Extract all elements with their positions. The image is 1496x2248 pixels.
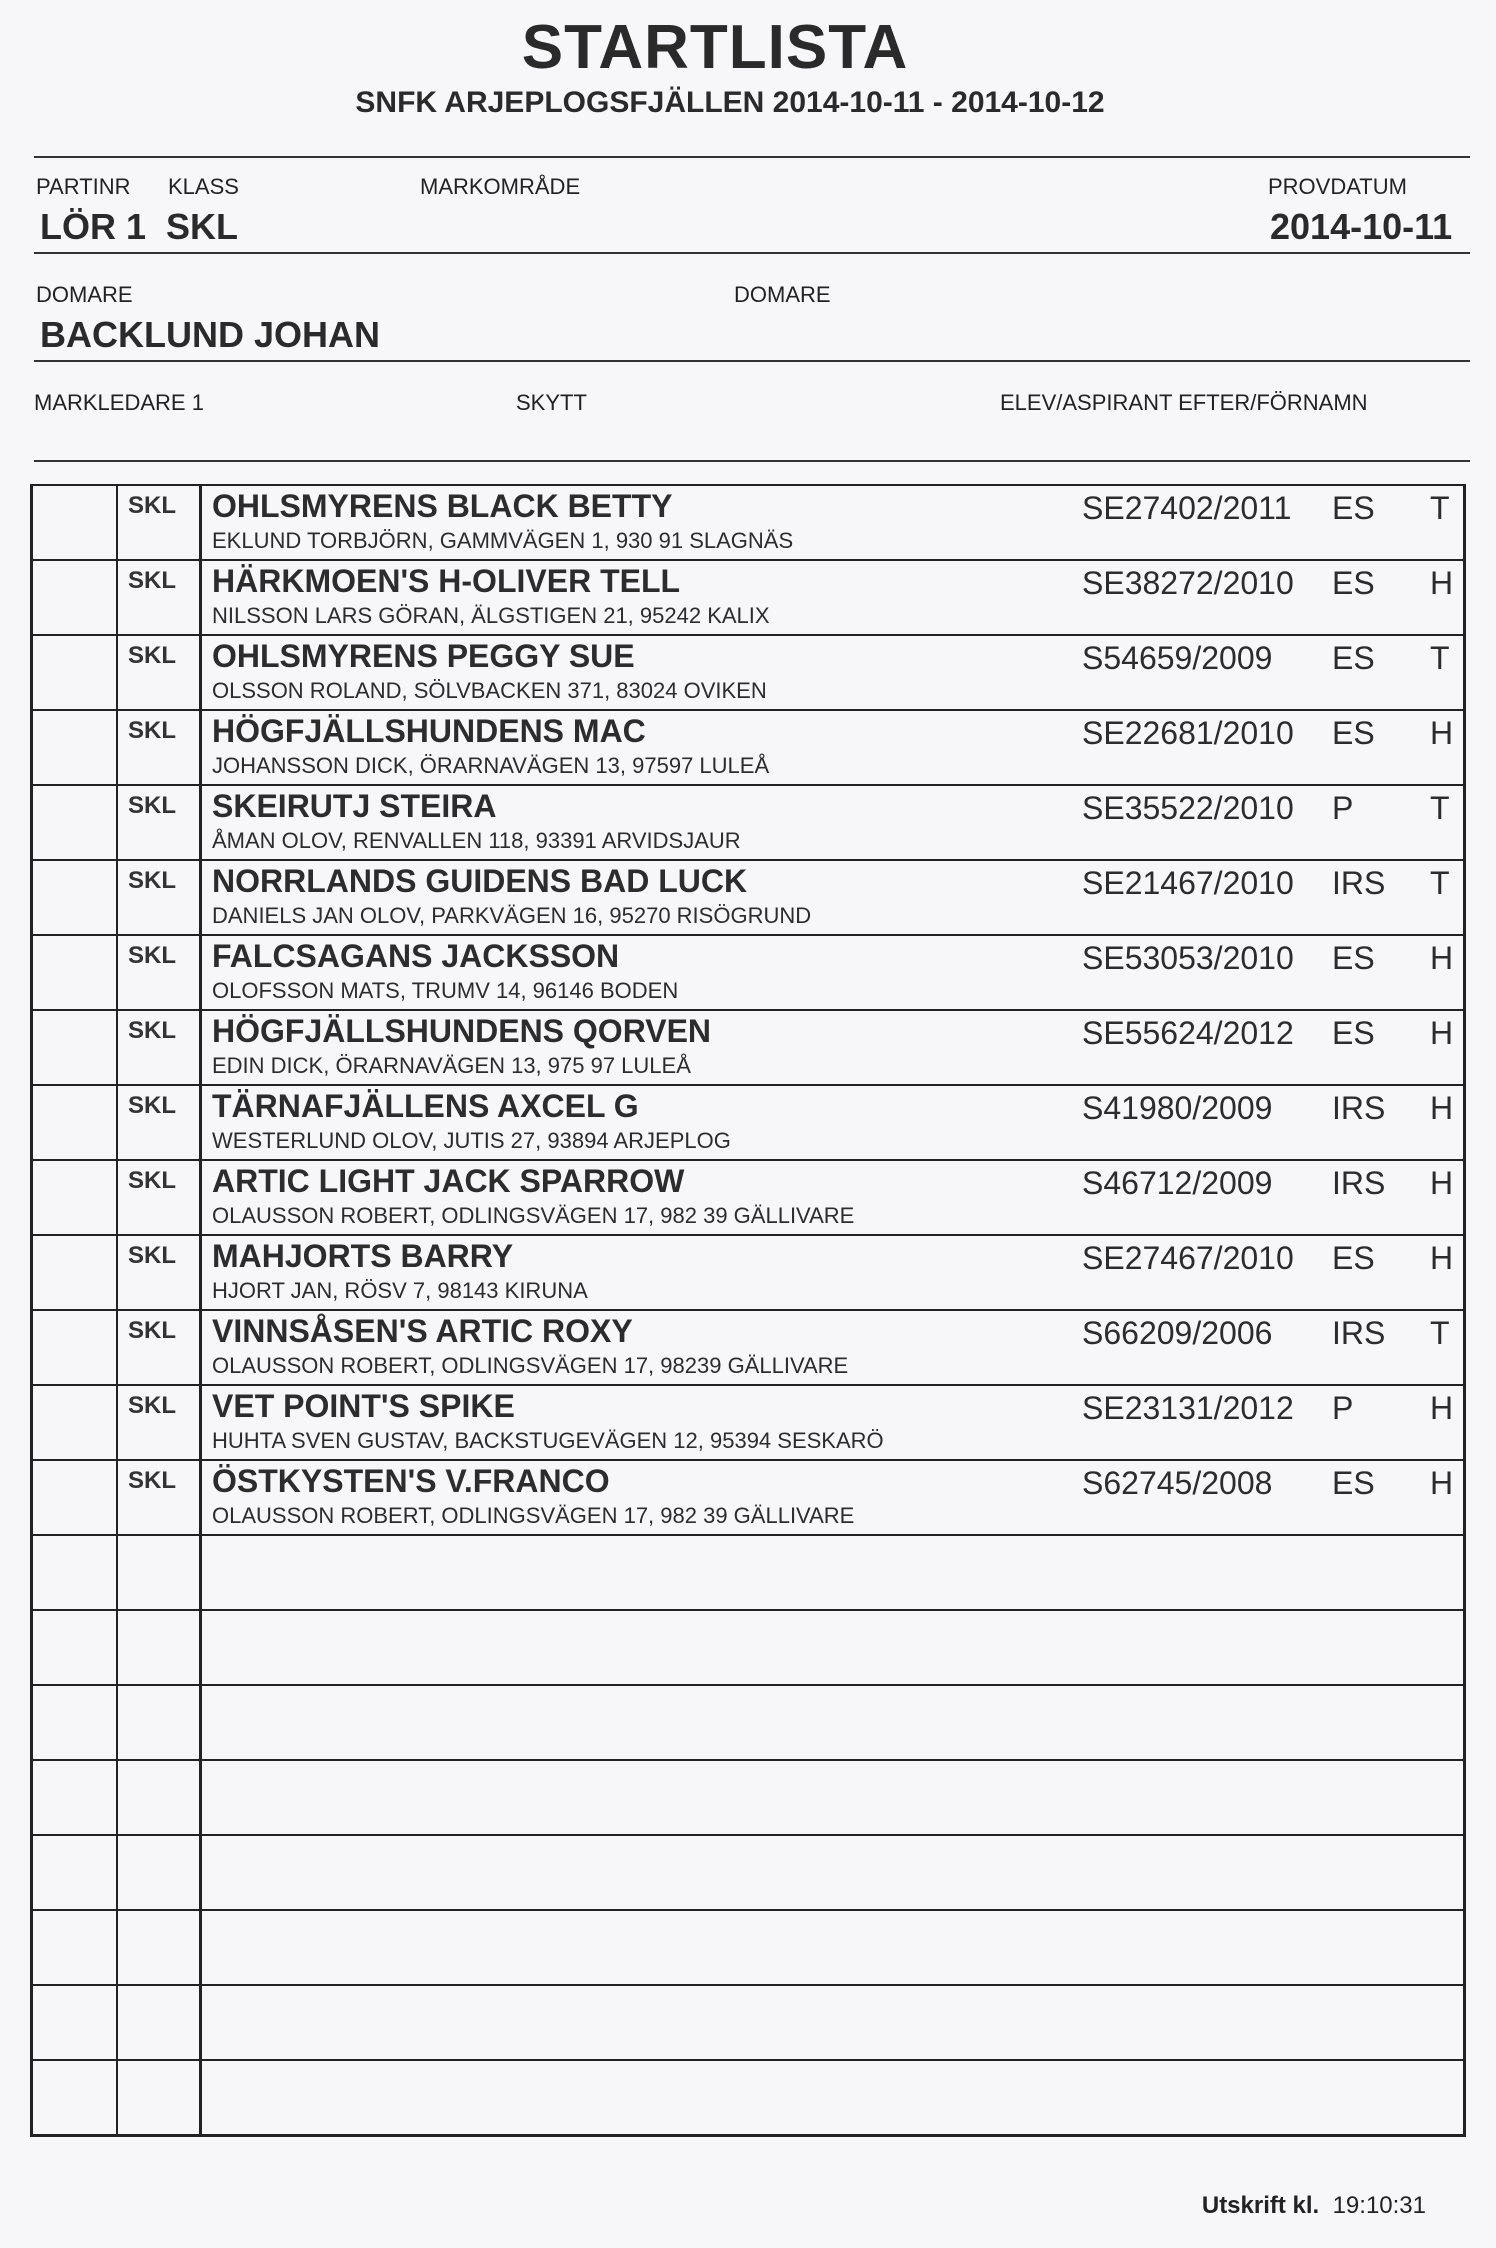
table-row (30, 559, 1466, 634)
empty-cell (202, 1686, 1466, 1759)
entry-cell (202, 1236, 1466, 1309)
sex-code: T (1430, 865, 1450, 901)
entry-cell (202, 636, 1466, 709)
empty-cell (118, 1536, 202, 1609)
entry-cell (202, 561, 1466, 634)
class-cell (118, 636, 202, 709)
empty-table-row (30, 1984, 1466, 2059)
dog-name: MAHJORTS BARRY (212, 1238, 514, 1274)
empty-cell (202, 1761, 1466, 1834)
breed-code: ES (1332, 1015, 1375, 1051)
sex-code: T (1430, 490, 1450, 526)
class-cell (118, 1386, 202, 1459)
empty-table-row (30, 1909, 1466, 1984)
entry-cell (202, 936, 1466, 1009)
class-cell (118, 861, 202, 934)
class-cell (118, 711, 202, 784)
page-title: STARTLISTA (521, 13, 909, 82)
sex-code: H (1430, 1090, 1454, 1126)
class-text: SKL (128, 1317, 176, 1344)
registration-number: SE21467/2010 (1082, 865, 1294, 901)
breed-code: ES (1332, 1465, 1375, 1501)
dog-name: FALCSAGANS JACKSSON (212, 938, 620, 974)
breed-code: ES (1332, 715, 1375, 751)
table-row (30, 1459, 1466, 1534)
entry-cell (202, 1386, 1466, 1459)
divider (34, 156, 1470, 158)
entry-cell (202, 1011, 1466, 1084)
empty-cell (30, 1086, 118, 1159)
empty-cell (30, 636, 118, 709)
dog-name: VINNSÅSEN'S ARTIC ROXY (212, 1313, 633, 1349)
divider (34, 360, 1470, 362)
empty-cell (30, 861, 118, 934)
class-cell (118, 1161, 202, 1234)
class-cell (118, 1086, 202, 1159)
entry-cell (202, 486, 1466, 559)
table-row (30, 1234, 1466, 1309)
domare-label-1: DOMARE (36, 282, 133, 307)
sex-code: H (1430, 1165, 1454, 1201)
sex-code: H (1430, 565, 1454, 601)
empty-cell (30, 1311, 118, 1384)
dog-name: HÖGFJÄLLSHUNDENS QORVEN (212, 1013, 712, 1049)
class-text: SKL (128, 1167, 176, 1194)
registration-number: SE22681/2010 (1082, 715, 1294, 751)
table-row (30, 709, 1466, 784)
empty-cell (30, 1686, 118, 1759)
table-row (30, 1309, 1466, 1384)
empty-cell (202, 1611, 1466, 1684)
empty-cell (118, 1836, 202, 1909)
breed-code: P (1332, 790, 1354, 826)
empty-cell (30, 1536, 118, 1609)
owner-info: EDIN DICK, ÖRARNAVÄGEN 13, 975 97 LULEÅ (212, 1053, 691, 1078)
owner-info: HJORT JAN, RÖSV 7, 98143 KIRUNA (212, 1278, 588, 1303)
empty-cell (30, 1461, 118, 1534)
class-text: SKL (128, 942, 176, 969)
print-time-label: Utskrift kl. (1201, 2192, 1320, 2219)
class-cell (118, 1461, 202, 1534)
domare-label-2: DOMARE (734, 282, 831, 307)
sex-code: H (1430, 1240, 1454, 1276)
empty-cell (30, 1011, 118, 1084)
entry-cell (202, 1086, 1466, 1159)
empty-cell (30, 1386, 118, 1459)
registration-number: SE53053/2010 (1082, 940, 1294, 976)
entry-cell (202, 1461, 1466, 1534)
breed-code: P (1332, 1390, 1354, 1426)
owner-info: EKLUND TORBJÖRN, GAMMVÄGEN 1, 930 91 SLAGNÄS (212, 528, 794, 553)
empty-cell (118, 2061, 202, 2134)
empty-cell (30, 936, 118, 1009)
entry-cell (202, 711, 1466, 784)
empty-cell (30, 1161, 118, 1234)
class-cell (118, 1236, 202, 1309)
class-cell (118, 561, 202, 634)
breed-code: ES (1332, 640, 1375, 676)
sex-code: H (1430, 1465, 1454, 1501)
empty-table-row (30, 1759, 1466, 1834)
table-row (30, 859, 1466, 934)
empty-cell (30, 1911, 118, 1984)
dog-name: TÄRNAFJÄLLENS AXCEL G (212, 1088, 639, 1124)
empty-cell (202, 1836, 1466, 1909)
entry-cell (202, 1311, 1466, 1384)
empty-cell (202, 1986, 1466, 2059)
registration-number: S62745/2008 (1082, 1465, 1273, 1501)
class-cell (118, 486, 202, 559)
dog-name: ARTIC LIGHT JACK SPARROW (212, 1163, 685, 1199)
sex-code: T (1430, 790, 1450, 826)
registration-number: SE27402/2011 (1082, 490, 1292, 526)
table-row (30, 1384, 1466, 1459)
entry-cell (202, 786, 1466, 859)
empty-cell (30, 1611, 118, 1684)
registration-number: SE38272/2010 (1082, 565, 1294, 601)
sex-code: T (1430, 1315, 1450, 1351)
owner-info: OLSSON ROLAND, SÖLVBACKEN 371, 83024 OVIKEN (212, 678, 767, 703)
breed-code: ES (1332, 940, 1375, 976)
registration-number: SE55624/2012 (1082, 1015, 1294, 1051)
breed-code: IRS (1332, 1165, 1386, 1201)
dog-name: OHLSMYRENS BLACK BETTY (212, 488, 673, 524)
provdatum-label: PROVDATUM (1268, 174, 1407, 199)
empty-cell (202, 1536, 1466, 1609)
dog-name: VET POINT'S SPIKE (212, 1388, 515, 1424)
entry-cell (202, 1161, 1466, 1234)
empty-cell (30, 786, 118, 859)
table-row (30, 784, 1466, 859)
registration-number: SE35522/2010 (1082, 790, 1294, 826)
class-text: SKL (128, 717, 176, 744)
print-time-value: 19:10:31 (1332, 2192, 1426, 2219)
registration-number: SE27467/2010 (1082, 1240, 1294, 1276)
klass-label: KLASS (168, 174, 239, 199)
empty-table-row (30, 1684, 1466, 1759)
owner-info: JOHANSSON DICK, ÖRARNAVÄGEN 13, 97597 LULEÅ (212, 753, 770, 778)
empty-cell (118, 1986, 202, 2059)
sex-code: H (1430, 940, 1454, 976)
dog-name: NORRLANDS GUIDENS BAD LUCK (212, 863, 748, 899)
class-text: SKL (128, 1467, 176, 1494)
class-cell (118, 786, 202, 859)
breed-code: ES (1332, 565, 1375, 601)
empty-cell (30, 1761, 118, 1834)
divider (34, 252, 1470, 254)
empty-cell (30, 2061, 118, 2134)
empty-cell (30, 1986, 118, 2059)
partinr-klass-value: LÖR 1 SKL (40, 206, 239, 247)
table-row (30, 1009, 1466, 1084)
class-cell (118, 1011, 202, 1084)
domare-value: BACKLUND JOHAN (40, 314, 380, 355)
elev-aspirant-label: ELEV/ASPIRANT EFTER/FÖRNAMN (1000, 390, 1368, 415)
empty-cell (118, 1911, 202, 1984)
sex-code: H (1430, 1390, 1454, 1426)
skytt-label: SKYTT (516, 390, 587, 415)
owner-info: OLAUSSON ROBERT, ODLINGSVÄGEN 17, 982 39 GÄLLIVARE (212, 1203, 855, 1228)
owner-info: WESTERLUND OLOV, JUTIS 27, 93894 ARJEPLOG (212, 1128, 731, 1153)
owner-info: HUHTA SVEN GUSTAV, BACKSTUGEVÄGEN 12, 95394 SESKARÖ (212, 1428, 884, 1453)
owner-info: OLAUSSON ROBERT, ODLINGSVÄGEN 17, 98239 GÄLLIVARE (212, 1353, 849, 1378)
sex-code: T (1430, 640, 1450, 676)
breed-code: ES (1332, 490, 1375, 526)
empty-table-row (30, 2059, 1466, 2134)
class-text: SKL (128, 642, 176, 669)
dog-name: SKEIRUTJ STEIRA (212, 788, 497, 824)
sex-code: H (1430, 1015, 1454, 1051)
empty-cell (30, 1236, 118, 1309)
breed-code: IRS (1332, 865, 1386, 901)
registration-number: S46712/2009 (1082, 1165, 1273, 1201)
table-row (30, 484, 1466, 559)
registration-number: S66209/2006 (1082, 1315, 1273, 1351)
provdatum-value: 2014-10-11 (1270, 206, 1453, 247)
table-row (30, 634, 1466, 709)
dog-name: ÖSTKYSTEN'S V.FRANCO (212, 1463, 610, 1499)
class-text: SKL (128, 867, 176, 894)
print-time (1202, 2192, 1426, 2220)
class-text: SKL (128, 1017, 176, 1044)
empty-cell (30, 1836, 118, 1909)
owner-info: OLOFSSON MATS, TRUMV 14, 96146 BODEN (212, 978, 679, 1003)
markledare-label: MARKLEDARE 1 (34, 390, 204, 415)
table-row (30, 1084, 1466, 1159)
empty-cell (118, 1686, 202, 1759)
registration-number: SE23131/2012 (1082, 1390, 1294, 1426)
class-text: SKL (128, 492, 176, 519)
class-text: SKL (128, 1392, 176, 1419)
partinr-label: PARTINR (36, 174, 131, 199)
empty-table-row (30, 1609, 1466, 1684)
class-text: SKL (128, 1092, 176, 1119)
empty-cell (118, 1611, 202, 1684)
owner-info: DANIELS JAN OLOV, PARKVÄGEN 16, 95270 RISÖGRUND (212, 903, 812, 928)
table-row (30, 1159, 1466, 1234)
markomrade-label: MARKOMRÅDE (420, 174, 581, 199)
empty-cell (30, 711, 118, 784)
dog-name: HÖGFJÄLLSHUNDENS MAC (212, 713, 646, 749)
entry-cell (202, 861, 1466, 934)
table-row (30, 934, 1466, 1009)
class-text: SKL (128, 1242, 176, 1269)
empty-cell (30, 561, 118, 634)
class-cell (118, 936, 202, 1009)
breed-code: IRS (1332, 1090, 1386, 1126)
dog-name: OHLSMYRENS PEGGY SUE (212, 638, 635, 674)
empty-cell (202, 1911, 1466, 1984)
divider (34, 460, 1470, 462)
owner-info: NILSSON LARS GÖRAN, ÄLGSTIGEN 21, 95242 KALIX (212, 603, 770, 628)
registration-number: S41980/2009 (1082, 1090, 1273, 1126)
registration-number: S54659/2009 (1082, 640, 1273, 676)
sex-code: H (1430, 715, 1454, 751)
empty-cell (118, 1761, 202, 1834)
dog-name: HÄRKMOEN'S H-OLIVER TELL (212, 563, 681, 599)
breed-code: ES (1332, 1240, 1375, 1276)
class-text: SKL (128, 567, 176, 594)
event-subtitle: SNFK ARJEPLOGSFJÄLLEN 2014-10-11 - 2014-10-12 (355, 86, 1105, 119)
owner-info: OLAUSSON ROBERT, ODLINGSVÄGEN 17, 982 39 GÄLLIVARE (212, 1503, 855, 1528)
empty-cell (30, 486, 118, 559)
table-bottom-border (30, 2134, 1466, 2137)
owner-info: ÅMAN OLOV, RENVALLEN 118, 93391 ARVIDSJAUR (212, 828, 741, 853)
empty-table-row (30, 1534, 1466, 1609)
class-text: SKL (128, 792, 176, 819)
empty-table-row (30, 1834, 1466, 1909)
breed-code: IRS (1332, 1315, 1386, 1351)
empty-cell (202, 2061, 1466, 2134)
class-cell (118, 1311, 202, 1384)
